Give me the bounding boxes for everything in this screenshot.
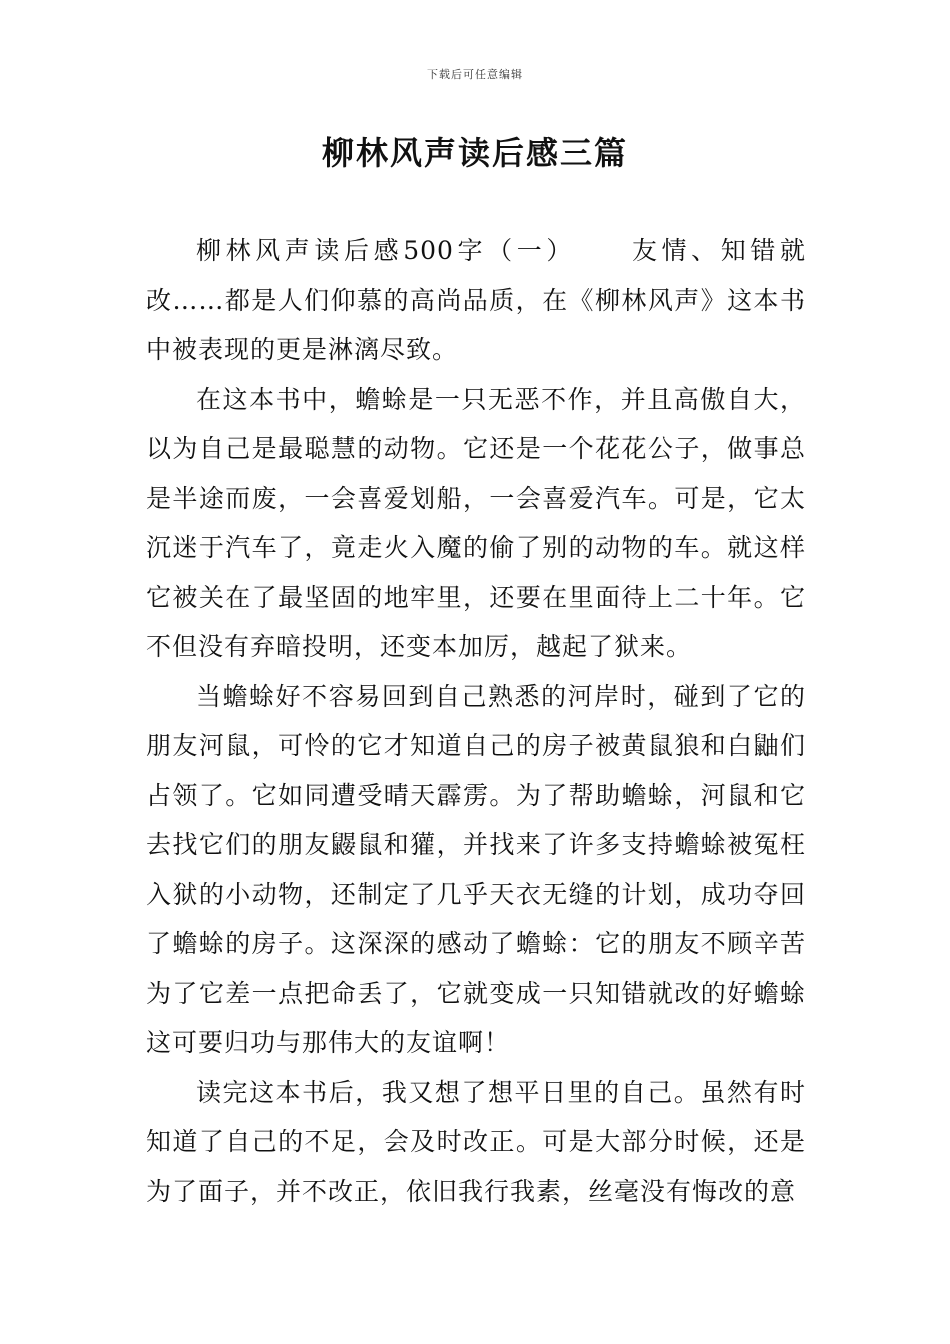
intro-heading: 柳林风声读后感500字（一）: [196, 236, 576, 265]
paragraph-1: [146, 226, 806, 375]
header-note: 下载后可任意编辑: [427, 68, 523, 81]
paragraph-3: 当蟾蜍好不容易回到自己熟悉的河岸时，碰到了它的朋友河鼠，可怜的它才知道自己的房子被黄鼠狼和白鼬们占领了。它如同遭受晴天霹雳。为了帮助蟾蜍，河鼠和它去找它们的朋友鼹鼠和獾，并找来了许多支持蟾蜍被冤枉入狱的小动物，还制定了几乎天衣无缝的计划，成功夺回了蟾蜍的房子。这深深的感动了蟾蜍：它的朋友不顾辛苦为了它差一点把命丢了，它就变成一只知错就改的好蟾蜍这可要归功与那伟大的友谊啊！: [146, 681, 806, 1057]
paragraph-2: 在这本书中，蟾蜍是一只无恶不作，并且高傲自大，以为自己是最聪慧的动物。它还是一个花花公子，做事总是半途而废，一会喜爱划船，一会喜爱汽车。可是，它太沉迷于汽车了，竟走火入魔的偷了别的动物的车。就这样它被关在了最坚固的地牢里，还要在里面待上二十年。它不但没有弃暗投明，还变本加厉，越起了狱来。: [146, 384, 806, 661]
paragraph-1-text: 友情、知错就改……都是人们仰慕的高尚品质，在《柳林风声》这本书中被表现的更是淋漓尽致。: [146, 236, 806, 364]
paragraph-4: 读完这本书后，我又想了想平日里的自己。虽然有时知道了自己的不足，会及时改正。可是大部分时候，还是为了面子，并不改正，依旧我行我素，丝毫没有悔改的意: [146, 1077, 806, 1206]
document-body: [146, 226, 806, 1216]
document-title: 柳林风声读后感三篇: [321, 134, 628, 172]
